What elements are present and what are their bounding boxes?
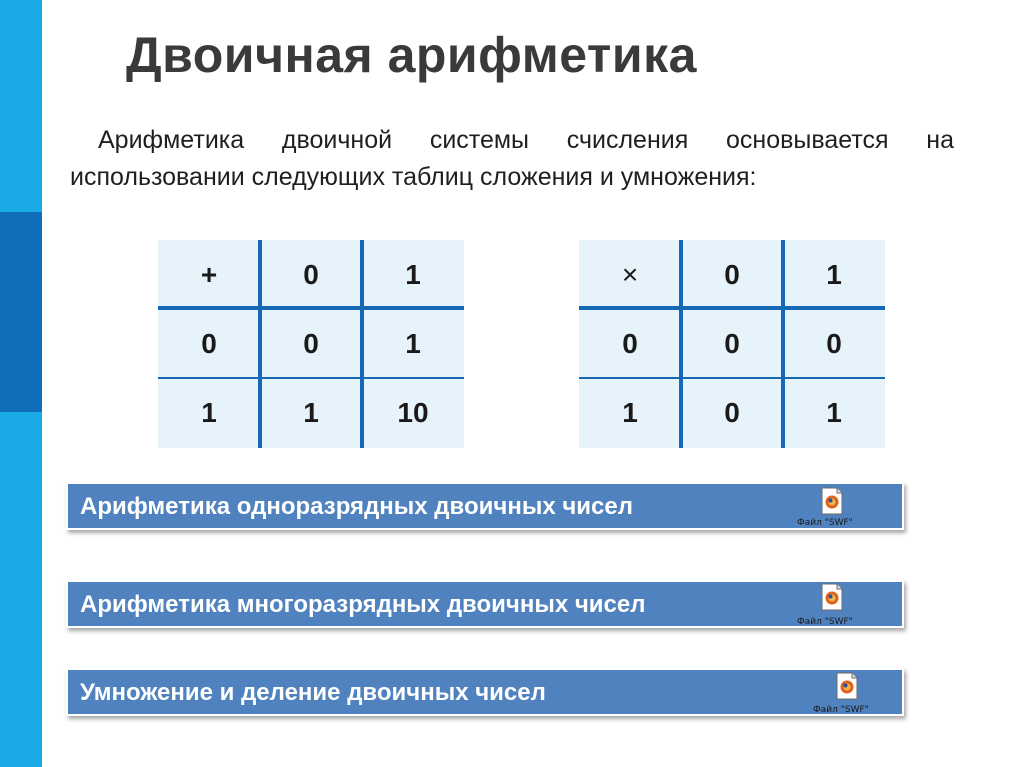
link-multiplication-division[interactable] [66,668,904,716]
multiplication-row-header-1: 1 [622,396,638,428]
table-divider [158,306,464,310]
left-accent-stripe-dark [0,212,42,412]
multiplication-header-1: 1 [826,258,842,290]
addition-row-header-1: 1 [201,396,217,428]
file-caption: Файл "SWF" [797,617,853,627]
left-accent-stripe [0,0,42,767]
link-label: Арифметика одноразрядных двоичных чисел [80,493,633,520]
multiplication-cell: 1 [826,396,842,428]
addition-cell: 1 [405,327,421,359]
addition-table [158,240,464,448]
link-single-digit-arithmetic[interactable] [66,482,904,530]
file-caption: Файл "SWF" [797,518,853,528]
table-divider [360,240,364,448]
link-label: Арифметика многоразрядных двоичных чисел [80,591,646,618]
addition-operator: + [200,258,218,290]
swf-file-icon[interactable] [820,487,844,515]
table-divider [679,240,683,448]
multiplication-cell: 0 [724,327,740,359]
addition-cell: 0 [303,327,319,359]
table-divider [579,377,885,379]
table-divider [158,377,464,379]
addition-cell: 1 [303,396,319,428]
multiplication-cell: 0 [826,327,842,359]
multiplication-cell: 0 [724,396,740,428]
swf-file-icon[interactable] [835,672,859,700]
multiplication-operator: × [621,258,639,290]
multiplication-header-0: 0 [724,258,740,290]
addition-row-header-0: 0 [201,327,217,359]
addition-cell: 10 [397,396,429,428]
table-divider [579,306,885,310]
table-divider [258,240,262,448]
link-multi-digit-arithmetic[interactable] [66,580,904,628]
table-divider [781,240,785,448]
addition-header-1: 1 [405,258,421,290]
link-label: Умножение и деление двоичных чисел [80,679,546,706]
swf-file-icon[interactable] [820,583,844,611]
multiplication-row-header-0: 0 [622,327,638,359]
file-caption: Файл "SWF" [813,705,869,715]
multiplication-table [579,240,885,448]
intro-paragraph: Арифметика двоичной системы счисления основывается на использовании следующих таблиц сложения и умножения: [70,126,954,191]
slide-title: Двоичная арифметика [126,27,697,83]
addition-header-0: 0 [303,258,319,290]
